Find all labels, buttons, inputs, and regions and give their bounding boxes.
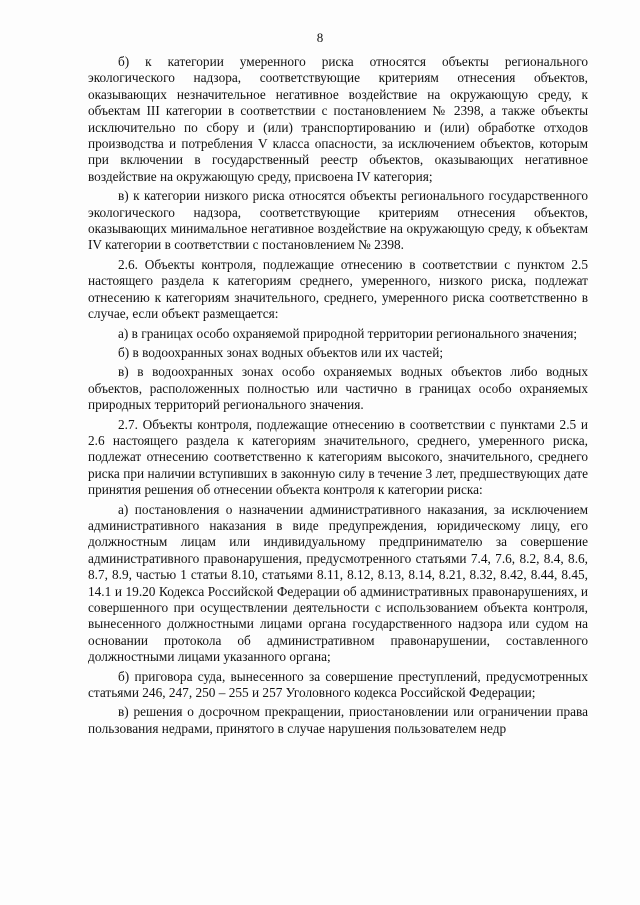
paragraph-2-6-b: б) в водоохранных зонах водных объектов или их частей; [118, 344, 444, 360]
document-body [88, 54, 588, 740]
paragraph-2-7-b: б) приговора суда, вынесенного за совершение преступлений, предусмотренных статьями 246, 247, 250 – 255 и 257 Уголовного кодекса Российской Федерации; [88, 668, 588, 701]
paragraph-2-6-v: в) в водоохранных зонах особо охраняемых водных объектов либо водных объектов, расположенных полностью или частично в границах особо охраняемых природных территорий регионального значения. [88, 364, 588, 413]
paragraph-2-7: 2.7. Объекты контроля, подлежащие отнесению в соответствии с пунктами 2.5 и 2.6 настоящего раздела к категориям значительного, среднего, умеренного риска, подлежат отнесению соответственно к категориям высокого, значительного, среднего риска при наличии вступивших в законную силу в течение 3 лет, предшествующих дате принятия решения об отнесении объекта контроля к категории риска: [88, 416, 588, 498]
page-number: 8 [316, 30, 324, 45]
paragraph-2-6-a: а) в границах особо охраняемой природной территории регионального значения; [118, 325, 578, 341]
paragraph-2-7-a: а) постановления о назначении административного наказания, за исключением административного наказания в виде предупреждения, юридическому лицу, его должностным лицам или индивидуальному предпринимателю за совершение административного правонарушения, предусмотренного статьями 7.4, 7.6, 8.2, 8.4, 8.6, 8.7, 8.9, частью 1 статьи 8.10, статьями 8.11, 8.12, 8.13, 8.14, 8.21, 8.32, 8.42, 8.44, 8.45, 14.1 и 19.20 Кодекса Российской Федерации об административных правонарушениях, и совершенного при осуществлении деятельности с использованием объекта контроля, вынесенного должностными лицами органа государственного надзора или судом на основании протокола об административном правонарушении, составленного должностными лицами указанного органа; [88, 501, 588, 665]
paragraph-moderate-risk: б) к категории умеренного риска относятся объекты регионального экологического надзора, соответствующие критериям отнесения объектов, оказывающих незначительное негативное воздействие на окружающую среду, к объектам III категории в соответствии с постановлением № 2398, а также объекты исключительно по сбору и (или) транспортированию и (или) обработке отходов производства и потребления V класса опасности, за исключением объектов, которым при включении в государственный реестр объектов, оказывающих негативное воздействие на окружающую среду, присвоена IV категория; [88, 54, 588, 184]
paragraph-low-risk: в) к категории низкого риска относятся объекты регионального государственного экологического надзора, соответствующие критериям отнесения объектов, оказывающих минимальное негативное воздействие на окружающую среду, к объектам IV категории в соответствии с постановлением № 2398. [88, 188, 588, 253]
paragraph-2-6: 2.6. Объекты контроля, подлежащие отнесению в соответствии с пунктом 2.5 настоящего раздела к категориям среднего, умеренного, низкого риска, подлежат отнесению к категориям значительного, среднего, умеренного риска соответственно в случае, если объект размещается: [88, 256, 588, 322]
paragraph-2-7-v: в) решения о досрочном прекращении, приостановлении или ограничении права пользования недрами, принятого в случае нарушения пользователем недр [88, 704, 588, 736]
